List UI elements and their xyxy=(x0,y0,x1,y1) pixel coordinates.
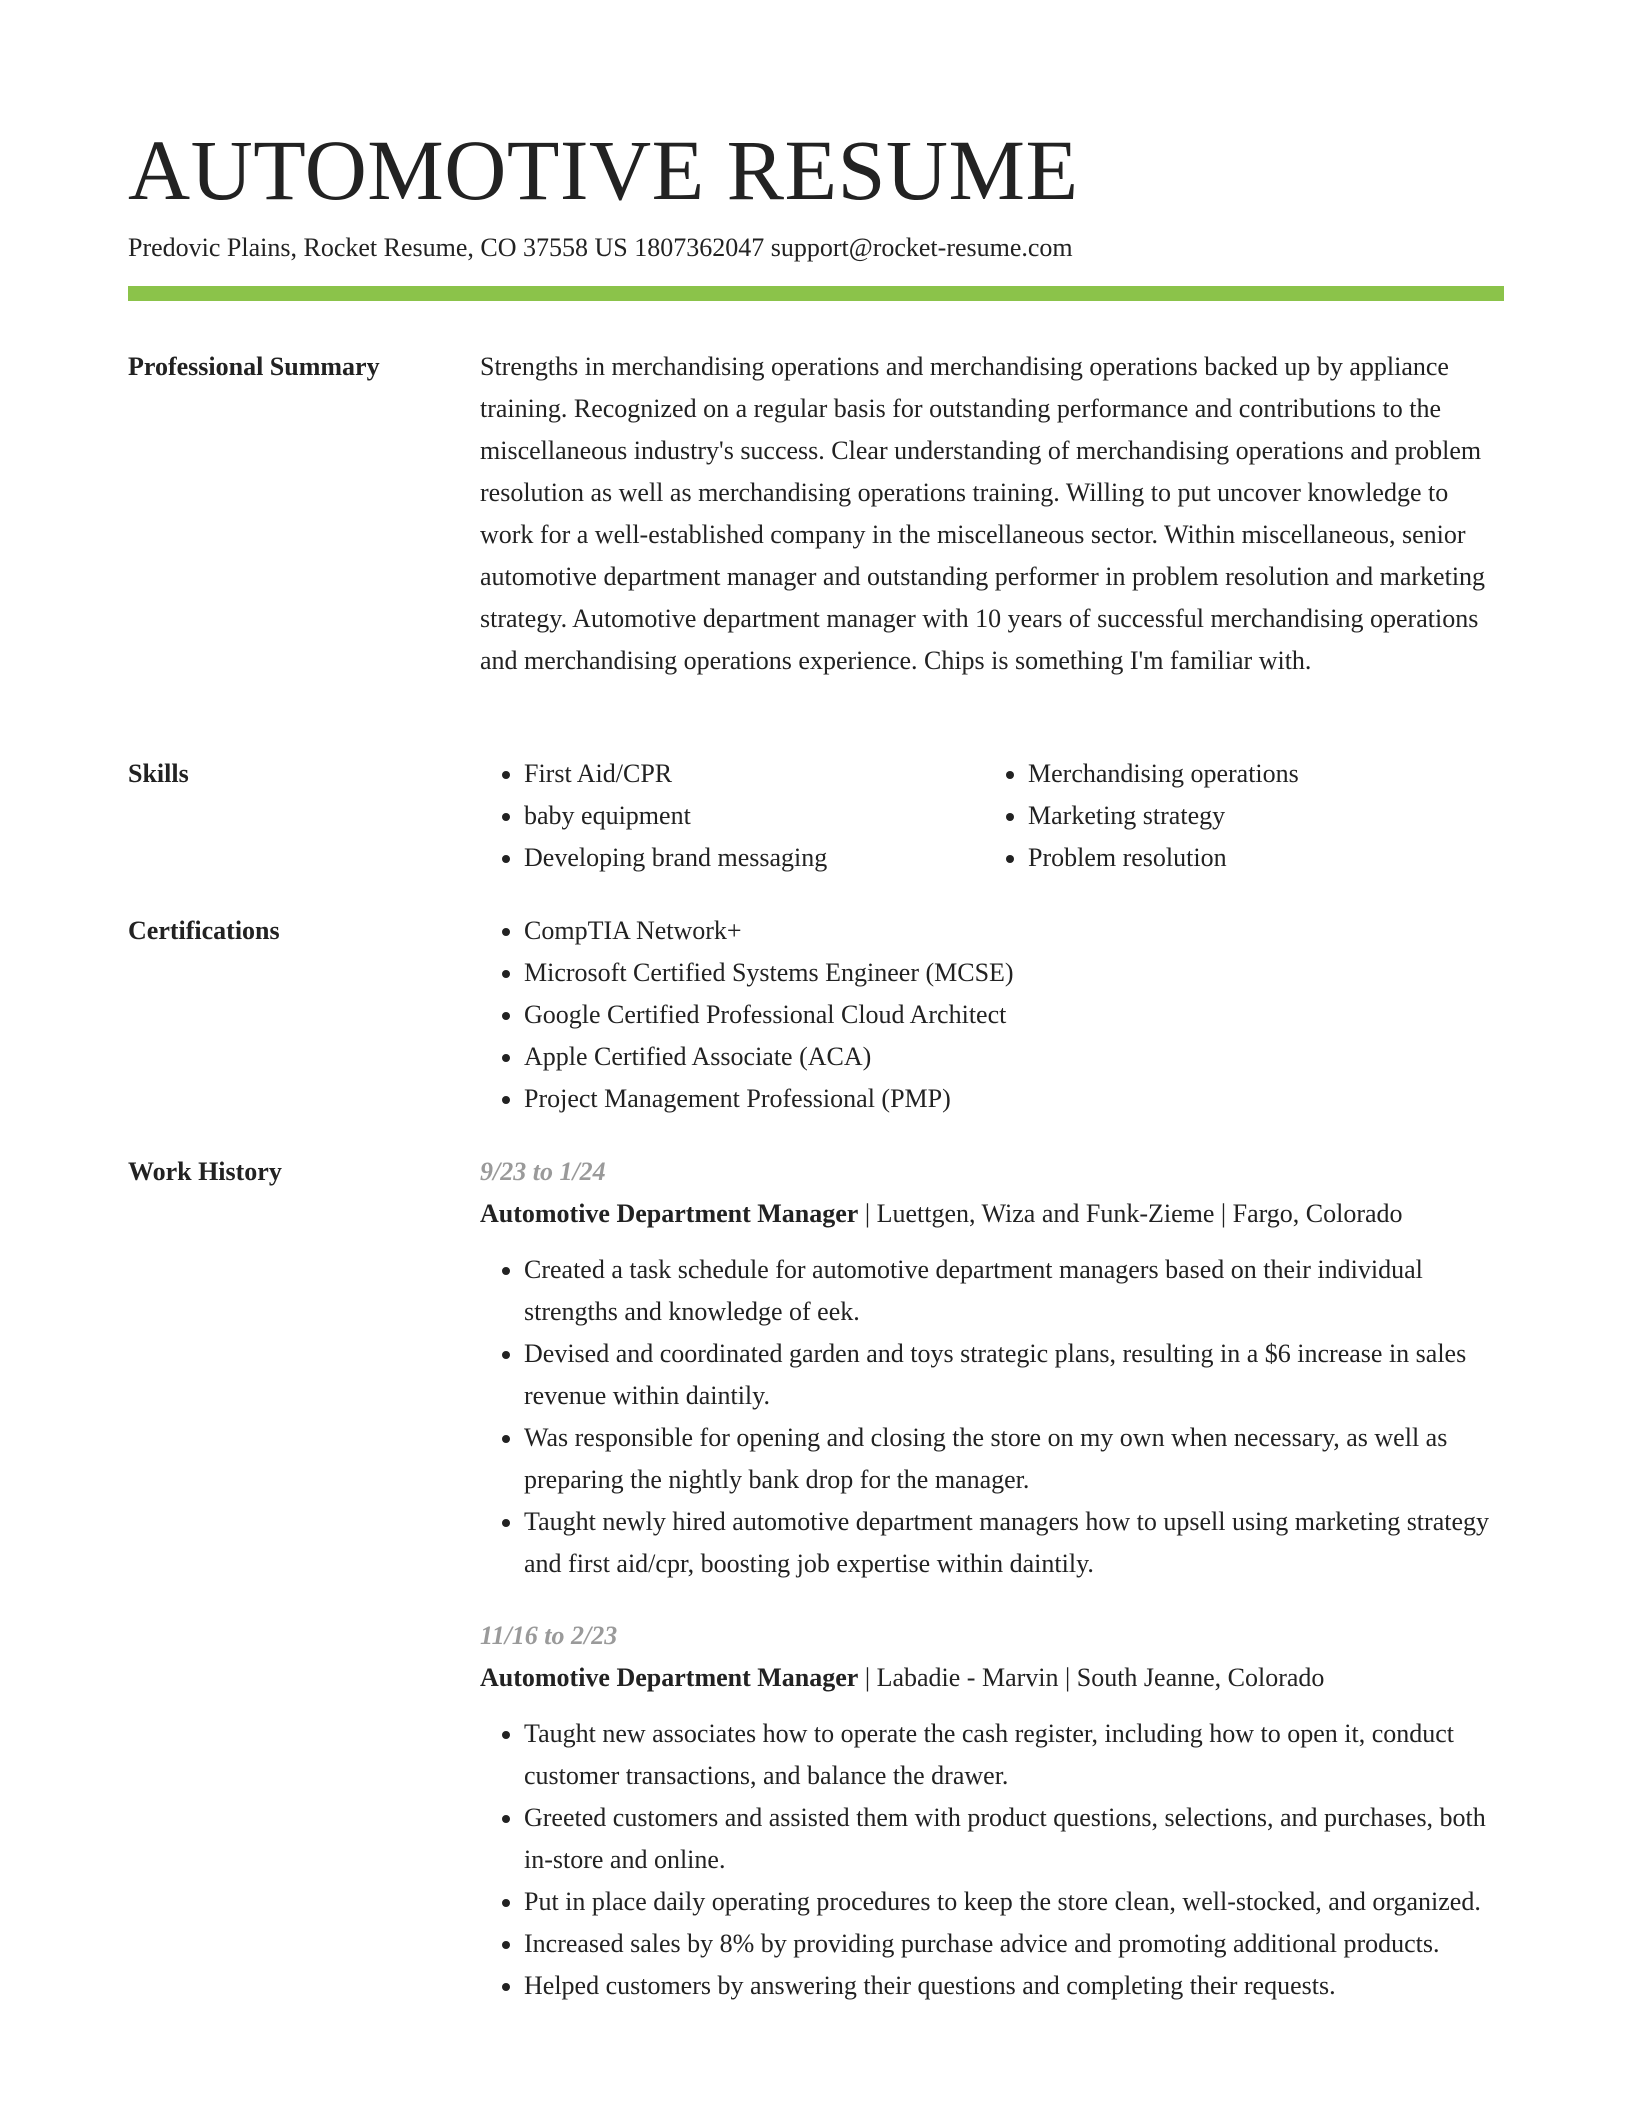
skill-item: • baby equipment xyxy=(524,795,984,837)
job-location: Fargo, Colorado xyxy=(1232,1199,1403,1228)
skills-column-2 xyxy=(984,753,1488,879)
job-bullet: • Was responsible for opening and closing the store on my own when necessary, as well as preparing the nightly bank drop for the manager. xyxy=(524,1417,1504,1501)
job-bullet: • Increased sales by 8% by providing purchase advice and promoting additional products. xyxy=(524,1923,1504,1965)
skill-item: • Merchandising operations xyxy=(1028,753,1488,795)
job-bullet: • Taught new associates how to operate the cash register, including how to open it, conduct customer transactions, and balance the drawer. xyxy=(524,1713,1504,1797)
work-history-heading: Work History xyxy=(128,1157,282,1186)
certifications-heading: Certifications xyxy=(128,916,280,945)
skill-item: • Problem resolution xyxy=(1028,837,1488,879)
job-bullets xyxy=(480,1249,1504,1585)
certification-item: • CompTIA Network+ xyxy=(524,910,1504,952)
certifications-list xyxy=(480,910,1504,1120)
skills-column-1 xyxy=(480,753,984,879)
job-company: Labadie - Marvin xyxy=(876,1663,1059,1692)
skills-body xyxy=(480,753,1504,879)
certification-item: • Microsoft Certified Systems Engineer (MCSE) xyxy=(524,952,1504,994)
skill-item: • Marketing strategy xyxy=(1028,795,1488,837)
job-separator: | xyxy=(1058,1663,1077,1692)
job-company: Luettgen, Wiza and Funk-Zieme xyxy=(876,1199,1215,1228)
skill-item: • Developing brand messaging xyxy=(524,837,984,879)
skills-heading: Skills xyxy=(128,759,189,788)
certification-item: • Apple Certified Associate (ACA) xyxy=(524,1036,1504,1078)
job-bullet: • Devised and coordinated garden and toys strategic plans, resulting in a $6 increase in sales revenue within daintily. xyxy=(524,1333,1504,1417)
job-heading xyxy=(480,1193,1504,1235)
job-title: Automotive Department Manager xyxy=(480,1663,859,1692)
skill-item: • First Aid/CPR xyxy=(524,753,984,795)
certifications-body xyxy=(480,910,1504,1120)
job-heading xyxy=(480,1657,1504,1699)
job-bullet: • Put in place daily operating procedures to keep the store clean, well-stocked, and organized. xyxy=(524,1881,1504,1923)
job-bullet: • Helped customers by answering their questions and completing their requests. xyxy=(524,1965,1504,2007)
job-bullet: • Greeted customers and assisted them with product questions, selections, and purchases, both in-store and online. xyxy=(524,1797,1504,1881)
job-separator: | xyxy=(858,1199,877,1228)
job-bullet: • Taught newly hired automotive department managers how to upsell using marketing strategy and first aid/cpr, boosting job expertise within daintily. xyxy=(524,1501,1504,1585)
summary-heading: Professional Summary xyxy=(128,352,380,381)
job-entry xyxy=(480,1615,1504,2007)
certification-item: • Project Management Professional (PMP) xyxy=(524,1078,1504,1120)
work-history-body xyxy=(480,1151,1504,2037)
job-dates: 9/23 to 1/24 xyxy=(480,1157,606,1186)
contact-line: Predovic Plains, Rocket Resume, CO 37558 US 1807362047 support@rocket-resume.com xyxy=(128,233,1073,262)
resume-title: AUTOMOTIVE RESUME xyxy=(128,122,1079,218)
header-divider xyxy=(128,286,1504,301)
job-dates: 11/16 to 2/23 xyxy=(480,1621,618,1650)
job-bullets xyxy=(480,1713,1504,2007)
job-title: Automotive Department Manager xyxy=(480,1199,859,1228)
job-separator: | xyxy=(858,1663,877,1692)
job-bullet: • Created a task schedule for automotive department managers based on their individual strengths and knowledge of eek. xyxy=(524,1249,1504,1333)
job-entry xyxy=(480,1151,1504,1585)
summary-text: Strengths in merchandising operations and merchandising operations backed up by appliance training. Recognized on a regular basis for outstanding performance and contributions to the miscellaneous industry's success. Clear understanding of merchandising operations and problem resolution as well as merchandising operations training. Willing to put uncover knowledge to work for a well-established company in the miscellaneous sector. Within miscellaneous, senior automotive department manager and outstanding performer in problem resolution and marketing strategy. Automotive department manager with 10 years of successful merchandising operations and merchandising operations experience. Chips is something I'm familiar with. xyxy=(480,352,1486,675)
job-separator: | xyxy=(1214,1199,1233,1228)
certification-item: • Google Certified Professional Cloud Architect xyxy=(524,994,1504,1036)
job-location: South Jeanne, Colorado xyxy=(1076,1663,1325,1692)
summary-body xyxy=(480,346,1504,682)
